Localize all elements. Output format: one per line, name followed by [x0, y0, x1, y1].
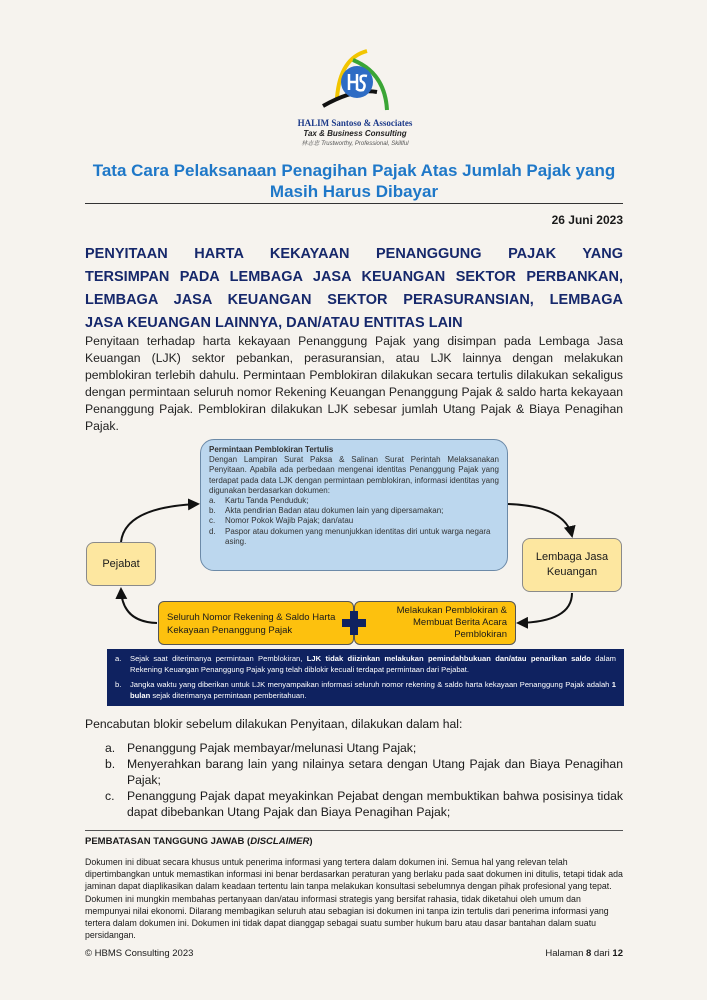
heading-line: JASA KEUANGAN LAINNYA, DAN/ATAU ENTITAS LAIN — [85, 315, 463, 331]
heading-line: PENYITAAN HARTA KEKAYAAN PENANGGUNG PAJAK YANG — [85, 246, 623, 262]
total-pages: 12 — [612, 948, 623, 959]
note-marker: b. — [115, 680, 122, 689]
section-heading — [85, 243, 623, 335]
item-marker: b. — [105, 757, 116, 771]
divider — [85, 203, 623, 204]
note-item — [115, 679, 616, 701]
disclaimer-heading-italic: DISCLAIMER — [250, 836, 310, 847]
note-part: sejak diterimanya permintaan pemberitahuan. — [150, 691, 307, 700]
item-text: Paspor atau dokumen yang menunjukkan identitas diri untuk warga negara asing. — [225, 526, 491, 546]
footer-copyright: © HBMS Consulting 2023 — [85, 948, 194, 959]
current-page: 8 — [586, 948, 592, 959]
main-content — [85, 243, 623, 941]
disclaimer-heading — [85, 836, 623, 848]
item-marker: b. — [209, 506, 216, 516]
accounts-box: Seluruh Nomor Rekening & Saldo Harta Kekayaan Penanggung Pajak — [158, 601, 354, 645]
item-marker: c. — [105, 789, 115, 803]
list-item — [209, 516, 499, 526]
note-marker: a. — [115, 654, 122, 663]
footer-page-number — [545, 948, 623, 959]
item-marker: c. — [209, 516, 216, 526]
logo-name: HALIM Santoso & Associates — [297, 118, 413, 128]
item-marker: a. — [105, 741, 116, 755]
list-item — [209, 506, 499, 516]
page-title: Tata Cara Pelaksanaan Penagihan Pajak Atas Jumlah Pajak yang Masih Harus Dibayar — [92, 161, 616, 201]
item-text: Akta pendirian Badan atau dokumen lain yang dipersamakan; — [225, 506, 444, 516]
request-title: Permintaan Pemblokiran Tertulis — [209, 445, 334, 454]
logo-globe-icon — [315, 48, 395, 118]
heading-line: LEMBAGA JASA KEUANGAN SEKTOR PERASURANSIAN, LEMBAGA — [85, 292, 623, 308]
pejabat-box: Pejabat — [86, 542, 156, 586]
note-part: Sejak saat diterimanya permintaan Pemblokiran, — [130, 654, 307, 663]
request-body: Dengan Lampiran Surat Paksa & Salinan Surat Perintah Melaksanakan Penyitaan. Apabila ada perbedaan mengenai identitas Penanggung Pajak yang terdapat pada data LJK dengan permintaan pemblokiran, informasi identitas yang digunakan berdasarkan dokumen: — [209, 455, 499, 495]
item-text: Menyerahkan barang lain yang nilainya setara dengan Utang Pajak dan Biaya Penagihan Pajak; — [127, 757, 623, 787]
divider — [85, 830, 623, 831]
document-date: 26 Juni 2023 — [551, 213, 623, 227]
ljk-box: Lembaga Jasa Keuangan — [522, 538, 622, 592]
plus-icon — [342, 611, 366, 635]
note-emphasis: 1 bulan — [130, 680, 616, 700]
item-text: Penanggung Pajak dapat meyakinkan Pejabat dengan membuktikan bahwa posisinya tidak dapat dibebankan Utang Pajak dan Biaya Penagihan Pajak; — [127, 789, 623, 819]
intro-paragraph: Penyitaan terhadap harta kekayaan Penanggung Pajak yang disimpan pada Lembaga Jasa Keuangan (LJK) sektor pebankan, perasuransian, atau LJK lainnya dengan melakukan pemblokiran terlebih dahulu. Permintaan Pemblokiran dilakukan secara tertulis dilakukan sekaligus dengan permintaan seluruh nomor Rekening Keuangan Penanggung Pajak & saldo harta kekayaan Penanggung Pajak. Pemblokiran dilakukan LJK sebesar jumlah Utang Pajak & Biaya Penagihan Pajak. — [85, 334, 623, 433]
company-logo — [270, 48, 440, 148]
disclaimer-heading-part: ) — [309, 836, 313, 847]
note-item — [115, 653, 616, 675]
list-item — [209, 527, 499, 547]
page-label: Halaman — [545, 948, 586, 959]
note-part: Jangka waktu yang diberikan untuk LJK menyampaikan informasi seluruh nomor rekening & saldo harta kekayaan Penanggung Pajak adalah — [130, 680, 612, 689]
logo-tagline: Tax & Business Consulting — [303, 129, 407, 138]
list-item — [105, 756, 623, 788]
disclaimer-text: Dokumen ini dibuat secara khusus untuk penerima informasi yang tertera dalam dokumen ini. Semua hal yang relevan telah dipertimbangkan untuk memastikan informasi ini benar berdasarkan peraturan yang berlaku pada saat dokumen ini ditulis, tetapi tidak ada jaminan dapat diaplikasikan dalam keadaan tertentu lain tanpa melakukan konsultasi sebelumnya dengan pihak profesional yang tepat. Dokumen ini mungkin membahas pertanyaan dan/atau informasi strategis yang bersifat rahasia, tidak diketahui oleh umum dan mempunyai nilai ekonomi. Dilarang membagikan seluruh atau sebagian isi dokumen ini tanpa izin tertulis dari penerima informasi yang tertera dalam dokumen ini. Dokumen ini tidak dapat dianggap sebagai suatu sumber hukum baru atau dasar bantahan dalam suatu persidangan. — [85, 857, 623, 941]
item-marker: d. — [209, 526, 216, 536]
note-emphasis: LJK tidak diizinkan melakukan pemindahbukuan dan/atau penarikan saldo — [306, 654, 591, 663]
logo-motto: 林志忠 Trustworthy, Professional, Skillful — [301, 141, 409, 147]
note-text — [130, 679, 616, 701]
written-block-request-box — [200, 439, 508, 571]
flow-diagram — [0, 437, 707, 647]
item-marker: a. — [209, 496, 216, 506]
revocation-intro: Pencabutan blokir sebelum dilakukan Penyitaan, dilakukan dalam hal: — [85, 717, 463, 731]
list-item — [105, 788, 623, 820]
item-text: Nomor Pokok Wajib Pajak; dan/atau — [225, 516, 354, 526]
note-part: dalam Rekening Keuangan Penanggung Pajak yang telah diblokir kecuali terdapat permintaan dari Pejabat. — [130, 654, 616, 674]
page-label: dari — [591, 948, 613, 959]
item-text: Kartu Tanda Penduduk; — [225, 496, 309, 506]
list-item — [105, 740, 623, 756]
list-item — [209, 496, 499, 506]
heading-line: TERSIMPAN PADA LEMBAGA JASA KEUANGAN SEKTOR PERBANKAN, — [85, 269, 623, 285]
notes-box — [107, 649, 624, 706]
note-text — [130, 653, 616, 675]
revocation-list — [105, 740, 623, 820]
blocking-box: Melakukan Pemblokiran & Membuat Berita Acara Pemblokiran — [354, 601, 516, 645]
disclaimer-heading-part: PEMBATASAN TANGGUNG JAWAB ( — [85, 836, 251, 847]
item-text: Penanggung Pajak membayar/melunasi Utang Pajak; — [127, 741, 417, 755]
